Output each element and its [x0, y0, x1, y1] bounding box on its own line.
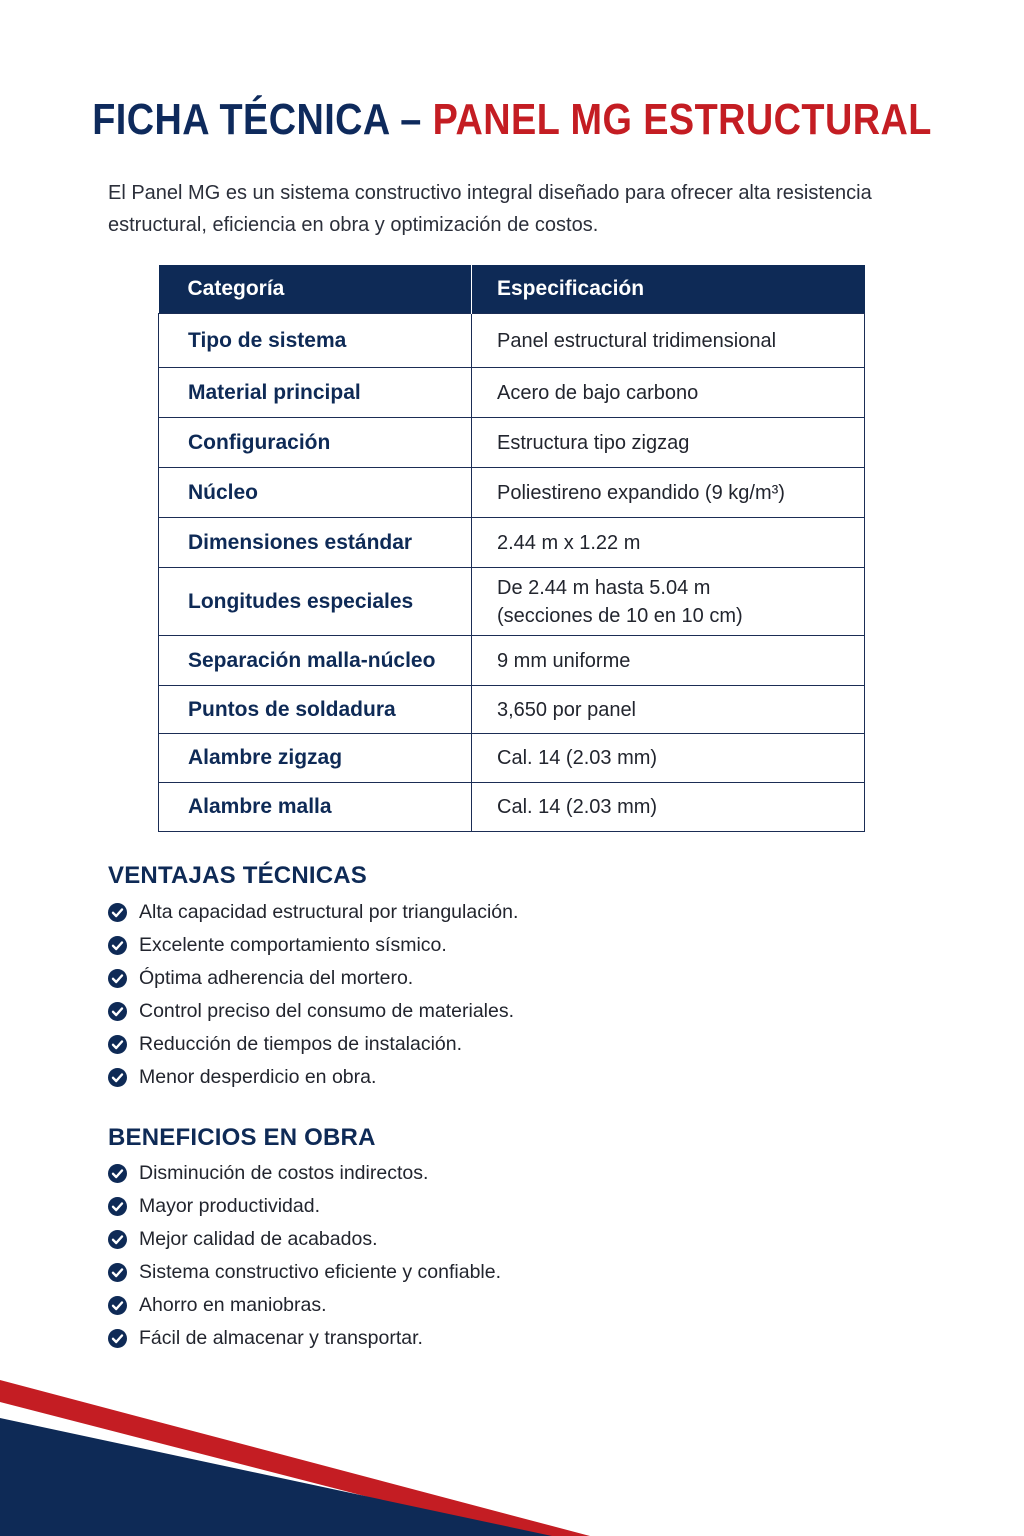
list-item — [108, 1190, 501, 1223]
list-item-text: Ahorro en maniobras. — [139, 1294, 327, 1316]
row-category: Material principal — [159, 368, 472, 418]
intro-paragraph: El Panel MG es un sistema constructivo integral diseñado para ofrecer alta resistencia estructural, eficiencia en obra y optimización de costos. — [108, 182, 872, 236]
list-item-text: Excelente comportamiento sísmico. — [139, 934, 447, 956]
table-row — [159, 518, 865, 568]
check-circle-icon — [108, 1329, 127, 1348]
check-circle-icon — [108, 1068, 127, 1087]
row-category: Dimensiones estándar — [159, 518, 472, 568]
list-item — [108, 929, 518, 962]
list-item — [108, 962, 518, 995]
spec-table — [158, 265, 865, 832]
list-item — [108, 896, 518, 929]
table-row — [159, 314, 865, 368]
table-row — [159, 468, 865, 518]
check-circle-icon — [108, 1197, 127, 1216]
table-row — [159, 686, 865, 734]
row-value: Panel estructural tridimensional — [472, 314, 865, 368]
row-value: 2.44 m x 1.22 m — [472, 518, 865, 568]
title-part-red: PANEL MG ESTRUCTURAL — [432, 95, 932, 144]
row-category: Longitudes especiales — [159, 568, 472, 636]
row-value — [472, 568, 865, 636]
list-item — [108, 1157, 501, 1190]
table-row — [159, 636, 865, 686]
list-item — [108, 1061, 518, 1094]
row-category: Configuración — [159, 418, 472, 468]
row-category: Núcleo — [159, 468, 472, 518]
header-specification: Especificación — [472, 265, 865, 314]
beneficios-list — [108, 1157, 501, 1355]
ventajas-list — [108, 896, 518, 1094]
list-item-text: Fácil de almacenar y transportar. — [139, 1327, 423, 1349]
row-value-line-1: De 2.44 m hasta 5.04 m — [497, 576, 711, 599]
check-circle-icon — [108, 1035, 127, 1054]
table-row — [159, 734, 865, 783]
list-item-text: Control preciso del consumo de materiales. — [139, 1000, 515, 1022]
row-category: Alambre zigzag — [159, 734, 472, 783]
list-item-text: Óptima adherencia del mortero. — [139, 967, 414, 989]
row-category: Separación malla-núcleo — [159, 636, 472, 686]
check-circle-icon — [108, 1164, 127, 1183]
list-item-text: Mayor productividad. — [139, 1195, 321, 1217]
list-item — [108, 995, 518, 1028]
row-value: Estructura tipo zigzag — [472, 418, 865, 468]
list-item — [108, 1028, 518, 1061]
check-circle-icon — [108, 969, 127, 988]
check-circle-icon — [108, 1263, 127, 1282]
list-item — [108, 1322, 501, 1355]
table-row — [159, 783, 865, 832]
page-title — [72, 92, 953, 148]
row-value: 3,650 por panel — [472, 686, 865, 734]
list-item-text: Mejor calidad de acabados. — [139, 1228, 378, 1250]
check-circle-icon — [108, 903, 127, 922]
list-item-text: Disminución de costos indirectos. — [139, 1162, 429, 1184]
list-item — [108, 1289, 501, 1322]
check-circle-icon — [108, 1230, 127, 1249]
row-value: Cal. 14 (2.03 mm) — [472, 783, 865, 832]
table-header-row — [159, 265, 865, 314]
beneficios-title: BENEFICIOS EN OBRA — [108, 1124, 376, 1151]
row-category: Puntos de soldadura — [159, 686, 472, 734]
list-item — [108, 1256, 501, 1289]
row-category: Alambre malla — [159, 783, 472, 832]
list-item-text: Sistema constructivo eficiente y confiable. — [139, 1261, 502, 1283]
header-category: Categoría — [159, 265, 472, 314]
list-item-text: Reducción de tiempos de instalación. — [139, 1033, 463, 1055]
check-circle-icon — [108, 1296, 127, 1315]
row-category: Tipo de sistema — [159, 314, 472, 368]
ventajas-title: VENTAJAS TÉCNICAS — [108, 862, 367, 889]
check-circle-icon — [108, 1002, 127, 1021]
row-value: 9 mm uniforme — [472, 636, 865, 686]
list-item — [108, 1223, 501, 1256]
row-value-line-2: (secciones de 10 en 10 cm) — [497, 604, 743, 627]
row-value: Cal. 14 (2.03 mm) — [472, 734, 865, 783]
table-row — [159, 568, 865, 636]
row-value: Poliestireno expandido (9 kg/m³) — [472, 468, 865, 518]
table-row — [159, 368, 865, 418]
list-item-text: Alta capacidad estructural por triangulación. — [139, 901, 519, 923]
title-part-blue: FICHA TÉCNICA – — [92, 95, 433, 144]
row-value: Acero de bajo carbono — [472, 368, 865, 418]
table-row — [159, 418, 865, 468]
list-item-text: Menor desperdicio en obra. — [139, 1066, 377, 1088]
check-circle-icon — [108, 936, 127, 955]
